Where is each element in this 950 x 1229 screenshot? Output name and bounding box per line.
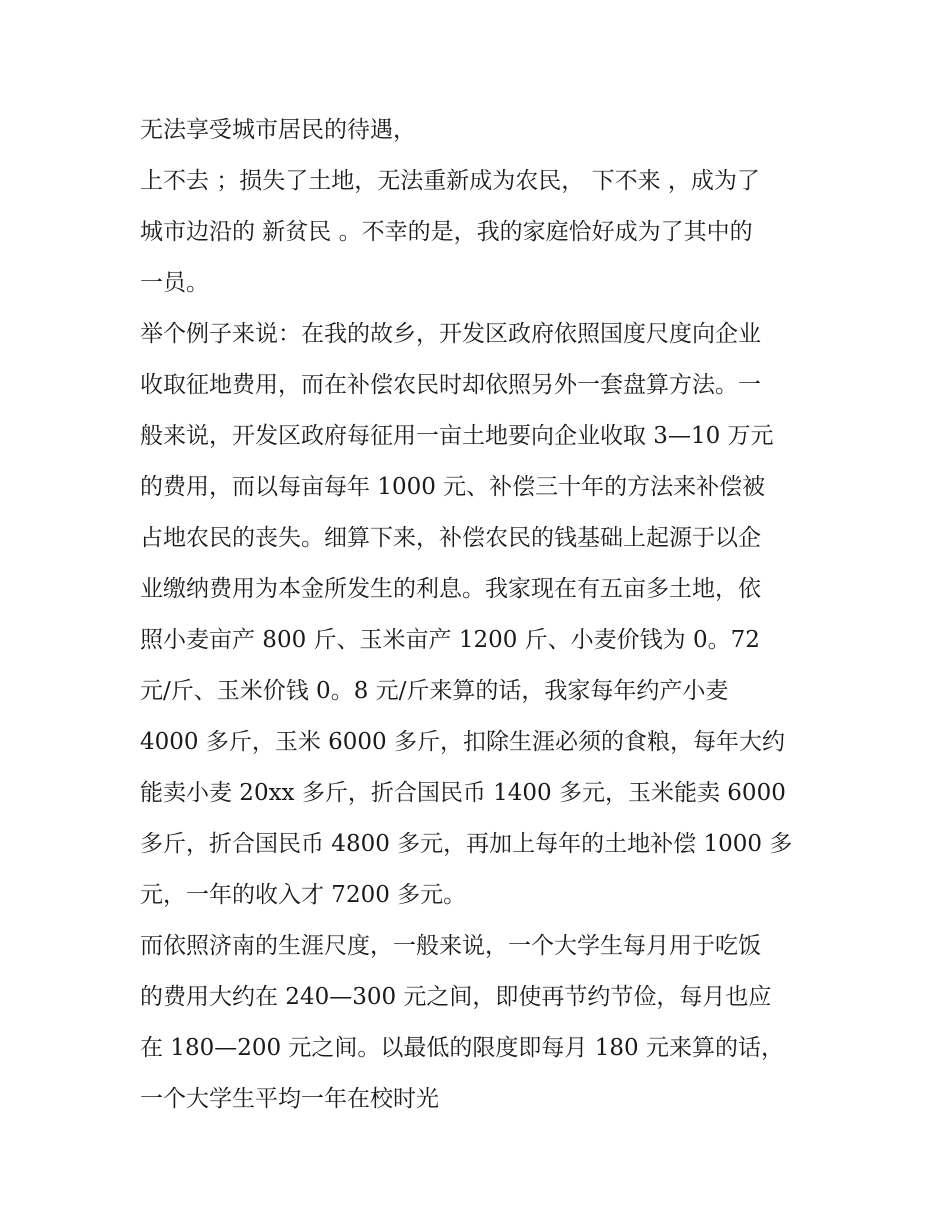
text-line: 城市边沿的 新贫民 。不幸的是，我的家庭恰好成为了其中的: [140, 219, 753, 245]
text-line: 的费用，而以每亩每年 1000 元、补偿三十年的方法来补偿被: [140, 474, 766, 500]
text-line: 元/斤、玉米价钱 0。8 元/斤来算的话，我家每年约产小麦: [140, 678, 729, 704]
text-line: 多斤，折合国民币 4800 多元，再加上每年的土地补偿 1000 多: [140, 831, 793, 857]
text-line: 无法享受城市居民的待遇，: [140, 117, 416, 143]
text-line: 在 180—200 元之间。以最低的限度即每月 180 元来算的话，: [140, 1035, 784, 1061]
text-line: 照小麦亩产 800 斤、玉米亩产 1200 斤、小麦价钱为 0。72: [140, 627, 760, 653]
text-line: 能卖小麦 20xx 多斤，折合国民币 1400 多元，玉米能卖 6000: [140, 780, 786, 806]
text-line: 上不去 ；损失了土地，无法重新成为农民， 下不来 ，成为了: [140, 168, 760, 194]
text-line: 4000 多斤，玉米 6000 多斤，扣除生涯必须的食粮，每年大约: [140, 729, 785, 755]
text-line: 的费用大约在 240—300 元之间，即使再节约节俭，每月也应: [140, 984, 772, 1010]
text-line: 一员。: [140, 270, 209, 296]
text-line: 业缴纳费用为本金所发生的利息。我家现在有五亩多土地，依: [140, 576, 761, 602]
text-line: 般来说，开发区政府每征用一亩土地要向企业收取 3—10 万元: [140, 423, 774, 449]
text-line: 而依照济南的生涯尺度，一般来说，一个大学生每月用于吃饭: [140, 933, 761, 959]
text-line: 收取征地费用，而在补偿农民时却依照另外一套盘算方法。一: [140, 372, 761, 398]
text-line: 举个例子来说：在我的故乡，开发区政府依照国度尺度向企业: [140, 321, 761, 347]
text-line: 占地农民的丧失。细算下来，补偿农民的钱基础上起源于以企: [140, 525, 761, 551]
text-line: 一个大学生平均一年在校时光: [140, 1086, 439, 1112]
text-line: 元，一年的收入才 7200 多元。: [140, 882, 467, 908]
